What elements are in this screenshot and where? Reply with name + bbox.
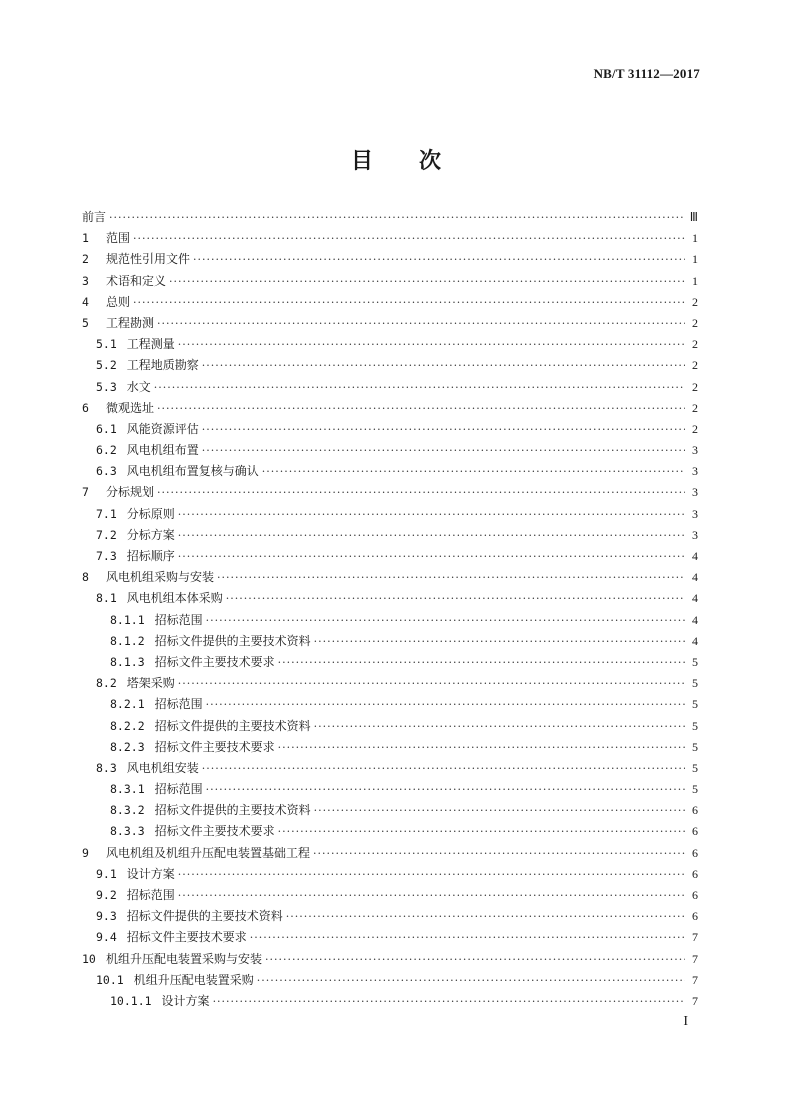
toc-entry-page: 6 [692, 803, 698, 818]
toc-entry-label: 招标范围 [126, 888, 175, 902]
toc-entry-page: 5 [692, 676, 698, 691]
dot-leader [133, 292, 685, 313]
toc-entry[interactable] [82, 249, 698, 270]
toc-entry-label: 招标文件主要技术要求 [154, 739, 275, 754]
toc-entry[interactable] [82, 970, 698, 991]
toc-entry-number: 8.3 [96, 760, 117, 775]
toc-entry-page: 2 [692, 400, 698, 415]
toc-entry-number: 1 [82, 231, 89, 246]
toc-entry-number: 8.2.1 [110, 697, 145, 712]
toc-entry-label: 招标文件提供的主要技术资料 [154, 633, 311, 648]
dot-leader [178, 885, 685, 906]
toc-entry[interactable] [82, 355, 698, 376]
toc-entry[interactable] [82, 885, 698, 906]
toc-entry-number: 6.2 [96, 443, 117, 458]
toc-entry-label: 机组升压配电装置采购 [133, 972, 254, 987]
toc-entry-page: 5 [692, 654, 698, 669]
dot-leader [202, 419, 685, 440]
toc-entry[interactable] [82, 292, 698, 313]
dot-leader [178, 673, 685, 694]
toc-entry-number: 9.3 [96, 909, 117, 924]
toc-entry[interactable] [82, 377, 698, 398]
toc-entry-label: 风电机组安装 [126, 760, 199, 775]
dot-leader [278, 821, 685, 842]
dot-leader [314, 631, 685, 652]
toc-entry-number: 4 [82, 294, 89, 309]
toc-entry-page: 4 [692, 549, 698, 563]
toc-entry-label: 塔架采购 [126, 676, 175, 691]
toc-entry[interactable] [82, 864, 698, 885]
toc-entry-number: 8.2 [96, 676, 117, 691]
toc-entry[interactable] [82, 758, 698, 779]
toc-entry-number: 10 [82, 951, 96, 966]
toc-entry[interactable] [82, 906, 698, 927]
page-title [0, 144, 792, 175]
dot-leader [169, 271, 685, 292]
toc-entry-label: 工程测量 [126, 337, 175, 352]
toc-entry-label: 招标文件提供的主要技术资料 [126, 909, 283, 924]
toc-entry-label: 风电机组及机组升压配电装置基础工程 [106, 845, 311, 860]
dot-leader [178, 864, 685, 885]
toc-entry-page: 4 [692, 591, 698, 606]
dot-leader [193, 249, 685, 270]
toc-entry-page: 5 [692, 718, 698, 733]
toc-entry-page: 2 [692, 358, 698, 373]
toc-entry-page: 5 [692, 760, 698, 775]
toc-entry-number: 8.3.3 [110, 824, 145, 839]
toc-entry-label: 招标范围 [154, 697, 203, 712]
toc-entry-page: 3 [692, 485, 698, 500]
toc-entry-number: 8.2.3 [110, 739, 145, 754]
toc-entry[interactable] [82, 843, 698, 864]
toc-entry-page: 7 [692, 951, 698, 966]
toc-entry-number: 8.1.2 [110, 633, 145, 648]
toc-entry[interactable] [82, 673, 698, 694]
toc-entry-label: 工程勘测 [106, 315, 155, 330]
toc-entry[interactable] [82, 927, 698, 948]
toc-entry-page: 3 [692, 443, 698, 458]
toc-entry-page: 5 [692, 697, 698, 712]
dot-leader [157, 313, 685, 334]
toc-entry-page: 1 [692, 273, 698, 288]
toc-entry-page: 5 [692, 782, 698, 797]
dot-leader [206, 694, 685, 715]
toc-entry-page: 1 [692, 231, 698, 246]
toc-entry[interactable] [82, 228, 698, 249]
toc-entry-label: 招标文件主要技术要求 [154, 654, 275, 669]
toc-entry-number: 9.4 [96, 930, 117, 945]
toc-entry-number: 8.2.2 [110, 718, 145, 733]
toc-entry-label: 前言 [82, 210, 107, 224]
toc-entry[interactable] [82, 461, 698, 482]
toc-entry[interactable] [82, 737, 698, 758]
toc-entry-page: 7 [692, 993, 698, 1008]
toc-entry[interactable] [82, 991, 698, 1012]
toc-entry-number: 3 [82, 273, 89, 288]
toc-entry-number: 8.3.1 [110, 782, 145, 797]
toc-entry-number: 6 [82, 400, 89, 415]
toc-entry-page: 6 [692, 866, 698, 881]
toc-entry-label: 微观选址 [106, 400, 155, 415]
dot-leader [178, 546, 685, 567]
toc-entry-label: 风能资源评估 [126, 421, 199, 436]
dot-leader [226, 588, 685, 609]
toc-entry-label: 范围 [106, 231, 131, 246]
dot-leader [265, 949, 685, 970]
dot-leader [286, 906, 685, 927]
toc-entry-number: 7.1 [96, 506, 117, 521]
toc-entry-page: 2 [692, 337, 698, 352]
toc-entry-number: 8.1 [96, 591, 117, 606]
dot-leader [250, 927, 685, 948]
toc-entry-page: 6 [692, 845, 698, 860]
toc-entry-label: 设计方案 [161, 993, 210, 1008]
dot-leader [202, 355, 685, 376]
toc-entry-number: 7.2 [96, 527, 117, 542]
toc-entry-label: 风电机组采购与安装 [106, 570, 215, 585]
toc-entry-label: 规范性引用文件 [106, 252, 191, 267]
page-number: I [683, 1014, 688, 1029]
toc-entry-page: 4 [692, 612, 698, 627]
dot-leader [278, 737, 685, 758]
toc-entry-label: 风电机组布置复核与确认 [126, 464, 259, 479]
toc-entry-number: 9 [82, 845, 89, 860]
toc-entry-number: 5 [82, 315, 89, 330]
toc-entry[interactable] [82, 546, 698, 567]
toc-entry-number: 7.3 [96, 549, 117, 563]
toc-entry-page: 6 [692, 888, 698, 902]
toc-entry[interactable] [82, 779, 698, 800]
dot-leader [202, 758, 685, 779]
toc-entry[interactable] [82, 588, 698, 609]
dot-leader [157, 398, 685, 419]
toc-entry-label: 招标文件主要技术要求 [154, 824, 275, 839]
toc-entry-number: 5.2 [96, 358, 117, 373]
toc-entry[interactable] [82, 694, 698, 715]
toc-entry-number: 8.1.1 [110, 612, 145, 627]
toc-entry-page: 6 [692, 824, 698, 839]
toc-entry[interactable] [82, 800, 698, 821]
dot-leader [178, 504, 685, 525]
toc-entry[interactable] [82, 271, 698, 292]
toc-entry-page: 1 [692, 252, 698, 267]
toc-entry-page: 4 [692, 633, 698, 648]
toc-entry-number: 9.2 [96, 888, 117, 902]
toc-entry-page: 6 [692, 909, 698, 924]
toc-entry-label: 水文 [126, 379, 151, 394]
toc-entry-label: 招标范围 [154, 612, 203, 627]
toc-entry-page: 2 [692, 315, 698, 330]
toc-entry[interactable] [82, 949, 698, 970]
dot-leader [109, 207, 685, 228]
toc-entry-label: 招标文件主要技术要求 [126, 930, 247, 945]
toc-entry-number: 5.1 [96, 337, 117, 352]
standard-code: NB/T 31112—2017 [593, 66, 700, 81]
toc-entry-page: 5 [692, 739, 698, 754]
toc-entry-number: 6.3 [96, 464, 117, 479]
toc-entry-page: 3 [692, 506, 698, 521]
toc-entry[interactable] [82, 716, 698, 737]
dot-leader [157, 482, 685, 503]
toc-entry-page: 7 [692, 930, 698, 945]
dot-leader [202, 440, 685, 461]
toc-entry[interactable] [82, 313, 698, 334]
toc-entry-page: 4 [692, 570, 698, 585]
toc-entry-label: 分标原则 [126, 506, 175, 521]
toc-entry-number: 6.1 [96, 421, 117, 436]
toc-entry-page: 3 [692, 527, 698, 542]
dot-leader [178, 334, 685, 355]
toc-entry[interactable] [82, 631, 698, 652]
dot-leader [314, 800, 685, 821]
toc-entry[interactable] [82, 398, 698, 419]
dot-leader [154, 377, 685, 398]
toc-entry[interactable] [82, 334, 698, 355]
toc-entry-label: 分标方案 [126, 527, 175, 542]
toc-entry-label: 机组升压配电装置采购与安装 [106, 951, 263, 966]
toc-entry[interactable] [82, 482, 698, 503]
dot-leader [278, 652, 685, 673]
dot-leader [313, 843, 685, 864]
toc-entry-number: 9.1 [96, 866, 117, 881]
toc-entry-label: 招标文件提供的主要技术资料 [154, 803, 311, 818]
toc-entry[interactable] [82, 567, 698, 588]
toc-entry[interactable] [82, 504, 698, 525]
toc-entry-label: 招标文件提供的主要技术资料 [154, 718, 311, 733]
toc-entry-label: 分标规划 [106, 485, 155, 500]
dot-leader [133, 228, 685, 249]
dot-leader [314, 716, 685, 737]
dot-leader [257, 970, 685, 991]
toc-entry-label: 总则 [106, 294, 131, 309]
toc-entry-page: 2 [692, 294, 698, 309]
toc-entry-label: 招标范围 [154, 782, 203, 797]
toc-entry-number: 8.3.2 [110, 803, 145, 818]
dot-leader [213, 991, 685, 1012]
toc-entry-number: 2 [82, 252, 89, 267]
toc-entry-label: 风电机组本体采购 [126, 591, 223, 606]
toc-entry-page: 2 [692, 421, 698, 436]
dot-leader [178, 525, 685, 546]
toc-entry-label: 术语和定义 [106, 273, 167, 288]
toc-entry-page: Ⅲ [689, 210, 698, 224]
toc-entry-label: 招标顺序 [126, 549, 175, 563]
toc-entry[interactable] [82, 207, 698, 228]
toc-entry-number: 8 [82, 570, 89, 585]
toc-entry-number: 10.1 [96, 972, 124, 987]
toc-entry[interactable] [82, 525, 698, 546]
toc-entry-page: 2 [692, 379, 698, 394]
toc-entry-label: 风电机组布置 [126, 443, 199, 458]
toc-entry-page: 7 [692, 972, 698, 987]
toc-entry-page: 3 [692, 464, 698, 479]
page-title-part1: 目 [350, 148, 373, 174]
toc-entry[interactable] [82, 419, 698, 440]
toc-entry-number: 8.1.3 [110, 654, 145, 669]
toc-entry-label: 工程地质勘察 [126, 358, 199, 373]
toc-entry[interactable] [82, 610, 698, 631]
toc-entry-number: 7 [82, 485, 89, 500]
dot-leader [206, 779, 685, 800]
toc-entry[interactable] [82, 440, 698, 461]
dot-leader [206, 610, 685, 631]
toc-entry[interactable] [82, 652, 698, 673]
toc-entry-number: 5.3 [96, 379, 117, 394]
dot-leader [217, 567, 685, 588]
toc-entry[interactable] [82, 821, 698, 842]
toc-entry-number: 10.1.1 [110, 993, 152, 1008]
dot-leader [262, 461, 685, 482]
page-title-part2: 次 [419, 148, 442, 174]
toc-entry-label: 设计方案 [126, 866, 175, 881]
table-of-contents [82, 207, 698, 1012]
